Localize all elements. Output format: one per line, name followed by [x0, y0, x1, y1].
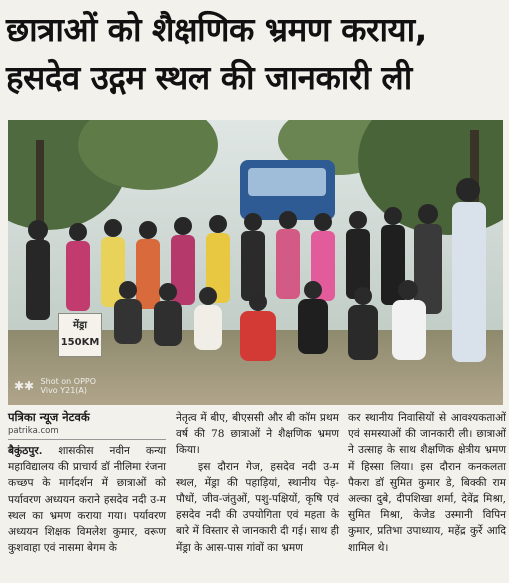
article-column-1: [8, 410, 166, 556]
group-photo: [8, 120, 503, 405]
sign-distance: 150KM: [60, 337, 100, 348]
column-2-paragraph-1: नेतृत्व में बीए, बीएससी और बी कॉम प्रथम वर्ष की 78 छात्राओं ने शैक्षणिक भ्रमण किया।: [176, 412, 339, 457]
column-3-text: कर स्थानीय निवासियों से आवश्यकताओं एवं समस्याओं की जानकारी ली। छात्राओं ने उत्साह के साथ शैक्षणिक क्षेत्रीय भ्रमण में हिस्सा लिया। इस दौरान कनकलता पैकरा डॉ सुमित कुमार डे, बिक्की राम अल्का दुबे, दीपशिखा शर्मा, देवेंद्र मिश्रा, सुमित मिश्रा, केजेड उस्मानी विपिन कुमार, प्रतिभा उपाध्याय, महेंद्र कुर्रे आदि शामिल थे।: [348, 412, 506, 554]
headline-line-1: छात्राओं को शैक्षणिक भ्रमण कराया,: [6, 10, 427, 49]
article-column-3: [348, 410, 506, 556]
column-1-body: शासकीस नवीन कन्या महाविद्यालय की प्राचार्य डॉ नीलिमा रंजना कच्छप के मार्गदर्शन में छात्राओं को पर्यावरण अध्ययन कराने हसदेव नदी उ-म स्थल का भ्रमण कराया गया। पर्यावरण अध्ययन शिक्षक विमलेश कुमार, वरूण कुशवाहा एवं नासमा बेगम के: [8, 445, 166, 555]
headline-line-2: हसदेव उद्गम स्थल की जानकारी ली: [6, 58, 412, 97]
credit-line-1: Shot on OPPO: [40, 377, 97, 386]
sign-place: मेंड्रा: [73, 320, 87, 331]
site-name: patrika.com: [8, 426, 59, 436]
distance-signboard: [58, 313, 102, 357]
headline: [6, 6, 503, 102]
column-2-paragraph-2: इस दौरान गेज, हसदेव नदी उ-म स्थल, मेंड्रा की पहाड़ियां, स्थानीय पेड़-पौधों, जीव-जंतुओं, पशु-पक्षियों, कृषि एवं हसदेव नदी की उपयोगिता एवं महता के बारे में विस्तार से जानकारी दी गई। साथ ही मेंड्रा के आस-पास गांवों का भ्रमण: [176, 460, 339, 554]
divider: [8, 439, 166, 440]
camera-logo-icon: ✱✱: [14, 378, 35, 393]
group-photo-illustration: [8, 120, 503, 405]
byline: पत्रिका न्यूज नेटवर्क: [8, 410, 90, 424]
credit-line-2: Vivo Y21(A): [40, 386, 88, 395]
column-1-text: [8, 443, 166, 556]
camera-watermark: [14, 377, 96, 395]
dateline-place: बैकुंठपुर.: [8, 445, 43, 457]
article-column-2: [176, 410, 339, 556]
